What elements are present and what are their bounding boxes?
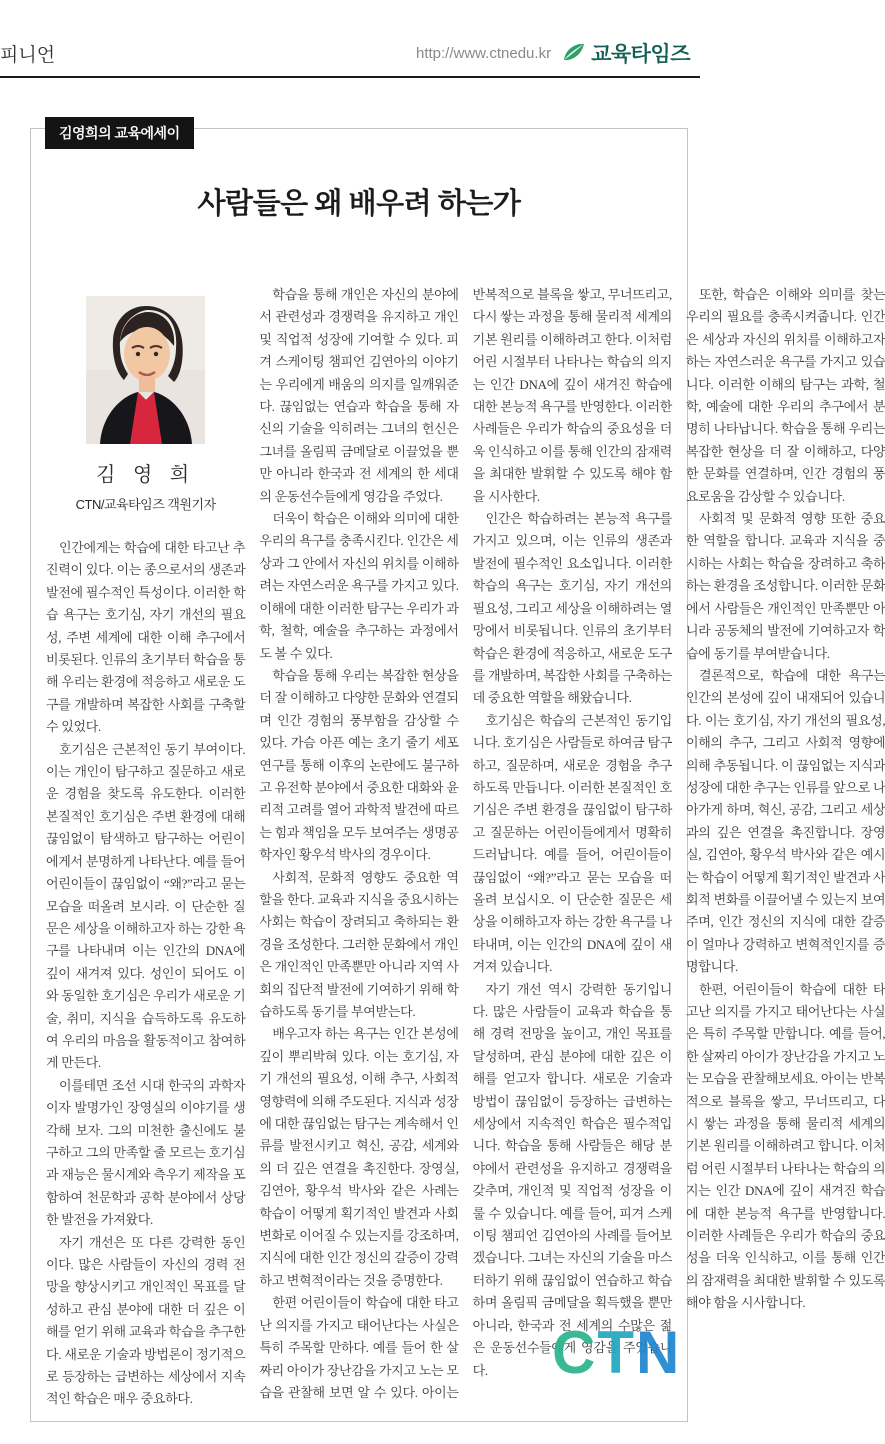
leaf-logo-icon — [561, 40, 587, 66]
section-title: 피니언 — [0, 45, 56, 66]
header-divider — [0, 76, 700, 78]
ctn-watermark-letter: N — [636, 1319, 682, 1386]
ctn-watermark-letter: T — [597, 1319, 636, 1386]
article-box — [30, 125, 885, 1422]
page-header — [0, 0, 700, 78]
column-tag: 김영희의 교육에세이 — [45, 117, 194, 149]
author-role: CTN/교육타임즈 객원기자 — [75, 497, 216, 512]
article-paragraph: 배우고자 하는 욕구는 인간 본성에 깊이 뿌리박혀 있다. 이는 호기심, 자기 개선의 필요성, 이해 추구, 사회적 영향력에 의해 주도된다. 지식과 성장에 대한 끊임없는 탐구는 계속해서 인류를 발전시키고 혁신, 공감, 세계와의 더 깊은 연결을 촉진한다. 장영실, 김연아, 황우석 박사와 같은 사례는 학습이 어떻게 획기적인 발견과 사회 변화로 이어질 수 있는지를 강조하며, 지식에 대한 인간 정신의 갈증이 강력하고 변혁적이라는 것을 증명한다. — [259, 1026, 459, 1288]
ctn-watermark-letter: C — [552, 1319, 598, 1386]
author-photo — [86, 296, 205, 444]
article-paragraph: 호기심은 근본적인 동기 부여이다. 이는 개인이 탐구하고 질문하고 새로운 경험을 찾도록 유도한다. 이러한 본질적인 호기심은 주변 환경에 대해 끊임없이 탐색하고 탐구하는 어린이에게서 분명하게 나타난다. 예를 들어 어린이들이 끊임없이 “왜?”라고 묻는 모습을 떠올려 보시라. 이 단순한 질문은 세상을 이해하고자 하는 강한 욕구를 나타내며 이는 인간의 DNA에 깊이 새겨져 있다. 성인이 되어도 이와 동일한 호기심은 우리가 새로운 기술, 취미, 지식을 습득하도록 유도하여 우리의 마음을 활동적이고 참여하게 만든다. — [46, 741, 246, 1071]
article-paragraph: 학습을 통해 개인은 자신의 분야에서 관련성과 경쟁력을 유지하고 개인 및 직업적 성장에 기여할 수 있다. 피겨 스케이팅 챔피언 김연아의 이야기는 우리에게 배움의 의지를 일깨워준다. 끊임없는 연습과 학습을 통해 자신의 기술을 익히려는 그녀의 헌신은 그녀를 올림픽 금메달로 이끌었을 뿐만 아니라 한국과 전 세계의 한 세대의 운동선수들에게 영감을 주었다. — [259, 287, 459, 504]
article-paragraph: 결론적으로, 학습에 대한 욕구는 인간의 본성에 깊이 내재되어 있습니다. 이는 호기심, 자기 개선의 필요성, 이해의 추구, 그리고 사회적 영향에 의해 추동됩니다. 이 끊임없는 지식과 성장에 대한 추구는 인류를 앞으로 나아가게 하며, 혁신, 공감, 그리고 세상과의 깊은 연결을 촉진합니다. 장영실, 김연아, 황우석 박사와 같은 예시는 학습이 어떻게 획기적인 발견과 사회적 변화를 이끌어낼 수 있는지 보여주며, 인간 정신의 지식에 대한 갈증이 얼마나 강력하고 변혁적인지를 증명합니다. — [685, 667, 885, 975]
article-paragraph: 더욱이 학습은 이해와 의미에 대한 우리의 욕구를 충족시킨다. 인간은 세상과 그 안에서 자신의 위치를 이해하려는 자연스러운 욕구를 가지고 있다. 이해에 대한 이러한 탐구는 우리가 과학, 철학, 예술을 추구하는 과정에서도 볼 수 있다. — [259, 511, 459, 661]
author-block — [46, 284, 245, 513]
article-paragraph: 인간은 학습하려는 본능적 욕구를 가지고 있으며, 이는 인류의 생존과 발전에 필수적인 요소입니다. 이러한 학습의 욕구는 호기심, 자기 개선의 필요성, 그리고 세상을 이해하려는 열망에서 비롯됩니다. 인류의 초기부터 학습은 환경에 적응하고, 새로운 도구를 개발하며, 복잡한 사회를 구축하는 데 중요한 역할을 해왔습니다. — [472, 511, 672, 706]
article-paragraph: 한편, 어린이들이 학습에 대한 타고난 의지를 가지고 태어난다는 사실은 특히 주목할 만합니다. 예를 들어, 한 살짜리 아이가 장난감을 가지고 노는 모습을 관찰해보세요. 아이는 반복적으로 블록을 쌓고, 무너뜨리고, 다시 쌓는 과정을 통해 물리적 세계의 기본 원리를 이해하려고 합니다. 이처럼 어린 시절부터 나타나는 학습의 의지는 인간 DNA에 깊이 새겨진 학습에 대한 본능적 욕구를 반영합니다. 이러한 사례들은 우리가 학습의 중요성을 더욱 인식하고, 이를 통해 인간의 잠재력을 최대한 발휘할 수 있도록 해야 함을 시사합니다. — [685, 981, 885, 1311]
author-name: 김 영 희 — [96, 464, 196, 486]
newspaper-brand — [561, 38, 690, 68]
article-paragraph: 인간에게는 학습에 대한 타고난 추진력이 있다. 이는 종으로서의 생존과 발전에 필수적인 특성이다. 이러한 학습 욕구는 호기심, 자기 개선의 필요성, 주변 세계에 대한 이해 추구에서 비롯된다. 인류의 초기부터 학습을 통해 우리는 환경에 적응하고 새로운 도구를 개발하며 복잡한 사회를 구축할 수 있었다. — [46, 540, 246, 735]
site-url: http://www.ctnedu.kr — [416, 44, 552, 62]
article-paragraph: 또한, 학습은 이해와 의미를 찾는 우리의 필요를 충족시켜줍니다. 인간은 세상과 자신의 위치를 이해하고자 하는 자연스러운 욕구를 가지고 있습니다. 이러한 이해의 탐구는 과학, 철학, 예술에 대한 우리의 추구에서 분명히 나타납니다. 학습을 통해 우리는 복잡한 현상을 더 잘 이해하고, 다양한 문화를 연결하며, 인간 경험의 풍요로움을 감상할 수 있습니다. — [685, 287, 885, 504]
article-paragraph: 한편 어린이들이 학습에 대한 타고난 의지를 가지고 태어난다는 사실은 특히 주목할 만하다. 예를 들어 한 살짜리 아이가 장난감을 가지고 노는 모습을 관찰해 보면 알 수 있다. 아이는 반복적으로 블록을 쌓고, 무너뜨리고, 다시 쌓는 과정을 통해 물리적 세계의 기본 원리를 이해하려고 한다. 이처럼 어린 시절부터 나타나는 학습의 의지는 인간 DNA에 깊이 새겨진 학습에 대한 본능적 욕구를 반영한다. 이러한 사례들은 우리가 학습의 중요성을 더욱 인식하고 이를 통해 인간의 잠재력을 최대한 발휘할 수 있도록 해야 함을 시사한다. — [259, 287, 672, 1400]
article-title: 사람들은 왜 배우려 하는가 — [197, 188, 521, 220]
brand-name: 교육타임즈 — [591, 43, 690, 66]
article-paragraph: 자기 개선 역시 강력한 동기입니다. 많은 사람들이 교육과 학습을 통해 경력 전망을 높이고, 개인 목표를 달성하며, 관심 분야에 대한 깊은 이해를 얻고자 합니다. 새로운 기술과 방법이 끊임없이 등장하는 급변하는 세상에서 지속적인 학습은 필수적입니다. 학습을 통해 사람들은 해당 분야에서 관련성을 유지하고 경쟁력을 갖추며, 개인적 및 직업적 성장을 이룰 수 있습니다. 예를 들어, 피겨 스케이팅 챔피언 김연아의 사례를 들어보겠습니다. 그녀는 자신의 기술을 마스터하기 위해 끊임없이 연습하고 학습하며 올림픽 금메달을 획득했을 뿐만 아니라, 한국과 전 세계의 수많은 젊은 운동선수들에게 영감을 주었습니다. — [472, 981, 672, 1378]
article-paragraph: 자기 개선은 또 다른 강력한 동인이다. 많은 사람들이 자신의 경력 전망을 향상시키고 개인적인 목표를 달성하고 관심 분야에 대한 더 깊은 이해를 얻기 위해 교육과 학습을 추구한다. 새로운 기술과 방법론이 정기적으로 등장하는 급변하는 세상에서 지속적인 학습은 매우 중요하다. — [46, 1234, 246, 1407]
article-paragraph: 이를테면 조선 시대 한국의 과학자이자 발명가인 장영실의 이야기를 생각해 보자. 그의 미천한 출신에도 불구하고 그의 만족할 줄 모르는 호기심과 재능은 물시계와 측우기 제작을 포함하여 천문학과 공학 분야에서 상당한 발전을 가져왔다. — [46, 1077, 246, 1228]
article-paragraph: 사회적, 문화적 영향도 중요한 역할을 한다. 교육과 지식을 중요시하는 사회는 학습이 장려되고 축하되는 환경을 조성한다. 그러한 문화에서 개인은 개인적인 만족뿐만 아니라 지역 사회의 집단적 발전에 기여하기 위해 학습하도록 동기를 부여받는다. — [259, 869, 459, 1019]
article-paragraph: 학습을 통해 우리는 복잡한 현상을 더 잘 이해하고 다양한 문화와 연결되며 인간 경험의 풍부함을 감상할 수 있다. 가슴 아픈 예는 초기 줄기 세포 연구를 통해 이후의 논란에도 불구하고 유전학 분야에서 중요한 대화와 윤리적 고려를 열어 과학적 발견에 따르는 힘과 책임을 모두 보여주는 생명공학자인 황우석 박사의 경우이다. — [259, 667, 459, 863]
article-paragraph: 호기심은 학습의 근본적인 동기입니다. 호기심은 사람들로 하여금 탐구하고, 질문하며, 새로운 경험을 추구하도록 만듭니다. 이러한 본질적인 호기심은 주변 환경을 끊임없이 탐구하고 질문하는 어린이들에게서 명확히 드러납니다. 예를 들어, 어린이들이 끊임없이 “왜?”라고 묻는 모습을 떠올려 보십시오. 이 단순한 질문은 세상을 이해하고자 하는 강한 욕구를 나타내며, 이는 인간의 DNA에 깊이 새겨져 있습니다. — [472, 712, 672, 975]
article-body — [46, 284, 885, 1411]
article-paragraph: 사회적 및 문화적 영향 또한 중요한 역할을 합니다. 교육과 지식을 중시하는 사회는 학습을 장려하고 축하하는 환경을 조성합니다. 이러한 문화에서 사람들은 개인적인 만족뿐만 아니라 공동체의 발전에 기여하고자 학습에 동기를 부여받습니다. — [685, 511, 885, 661]
